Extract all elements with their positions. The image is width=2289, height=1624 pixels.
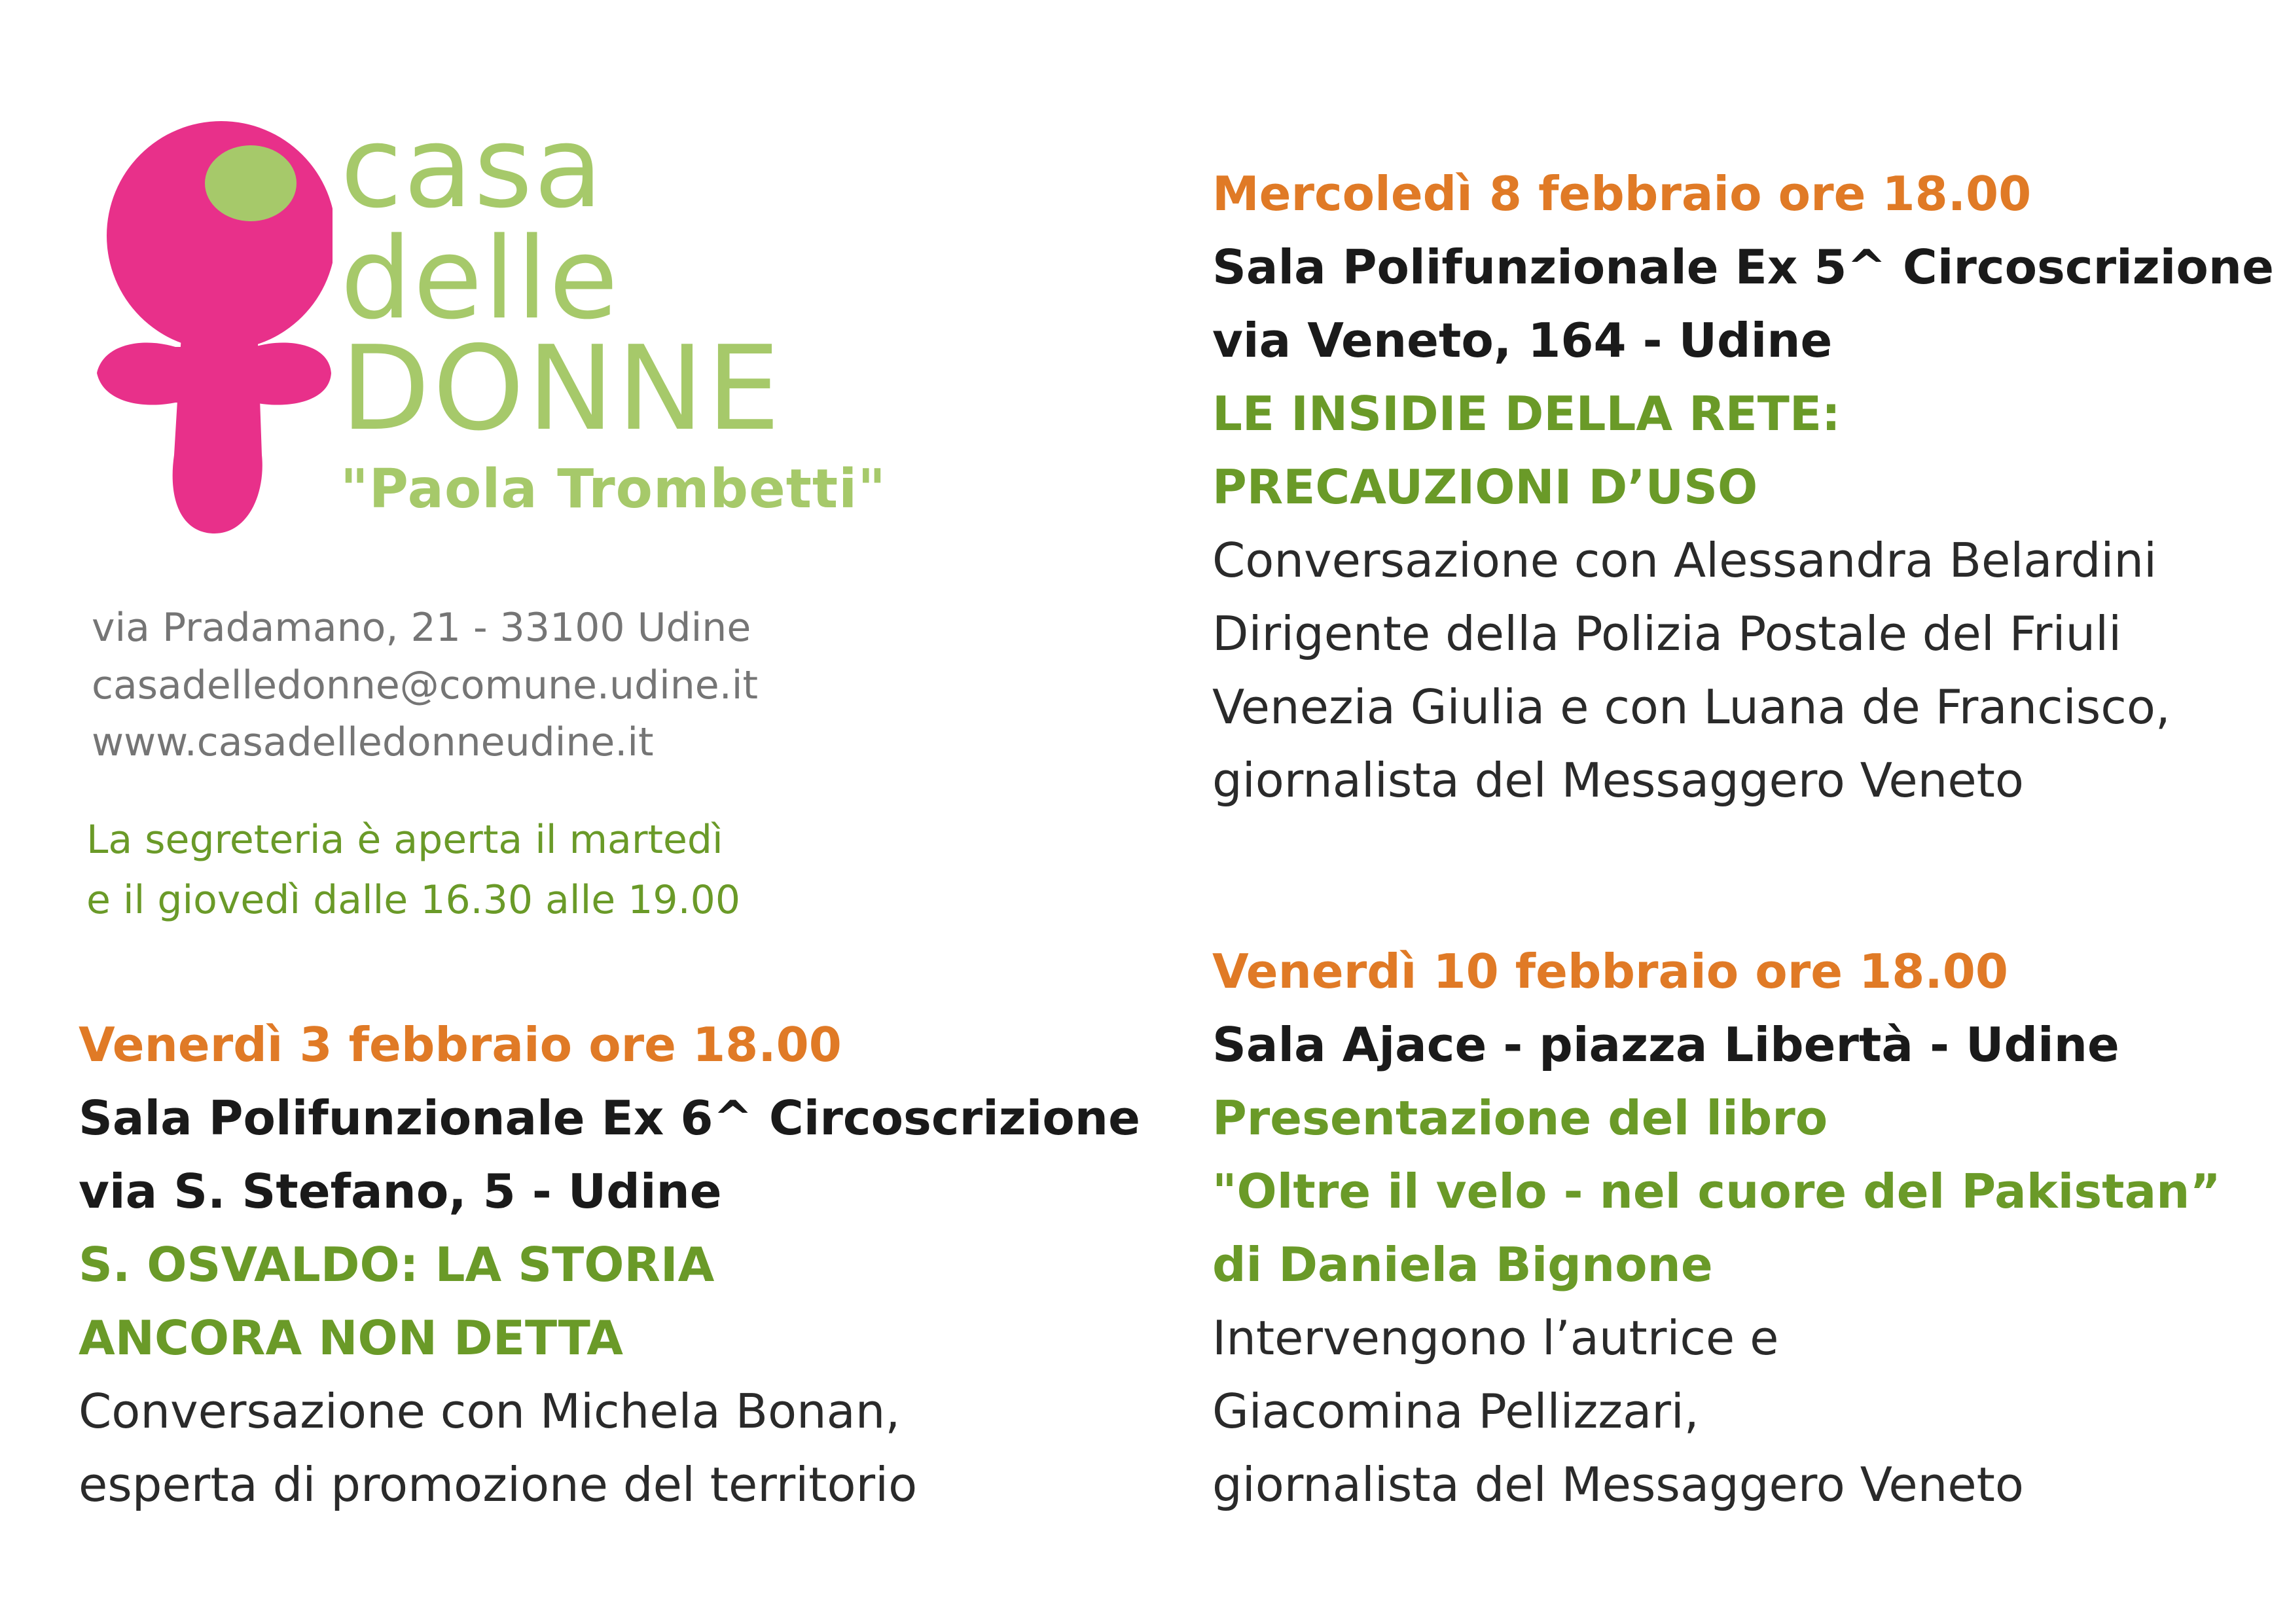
event-block-1 [79,1008,1140,1521]
logo-text-delle: delle [340,213,620,344]
event-description: Venezia Giulia e con Luana de Francisco, [1212,679,2171,734]
venus-symbol-icon [90,115,333,540]
logo-symbol-dot [205,145,297,221]
event-date: Mercoledì 8 febbraio ore 18.00 [1212,166,2032,221]
logo-text-casa: casa [340,101,604,233]
contact-email[interactable]: casadelledonne@comune.udine.it [92,662,758,708]
event-description: Conversazione con Michela Bonan, [79,1384,901,1439]
event-description: Conversazione con Alessandra Belardini [1212,533,2157,588]
event-title: PRECAUZIONI D’USO [1212,460,1758,514]
event-title: Presentazione del libro [1212,1091,1828,1146]
event-block-3 [1212,935,2221,1521]
office-hours-line-1: La segreteria è aperta il martedì [86,817,723,863]
event-venue: Sala Ajace - piazza Libertà - Udine [1212,1017,2119,1072]
event-title: "Oltre il velo - nel cuore del Pakistan” [1212,1164,2221,1219]
event-date: Venerdì 3 febbraio ore 18.00 [79,1017,842,1072]
event-title: di Daniela Bignone [1212,1237,1713,1292]
logo-text-donne: DONNE [340,321,783,456]
logo-text-name: "Paola Trombetti" [340,458,886,520]
event-block-2 [1212,157,2274,817]
event-title: S. OSVALDO: LA STORIA [79,1237,715,1292]
event-description: giornalista del Messaggero Veneto [1212,753,2024,808]
event-title: LE INSIDIE DELLA RETE: [1212,386,1841,441]
logo-symbol-stem [173,324,262,533]
contact-website[interactable]: www.casadelledonneudine.it [92,719,654,765]
contact-address: via Pradamano, 21 - 33100 Udine [92,605,751,651]
event-description: Giacomina Pellizzari, [1212,1384,1699,1439]
event-address: via S. Stefano, 5 - Udine [79,1164,722,1219]
event-venue: Sala Polifunzionale Ex 6^ Circoscrizione [79,1091,1140,1146]
event-description: giornalista del Messaggero Veneto [1212,1457,2024,1512]
event-title: ANCORA NON DETTA [79,1310,624,1365]
event-description: Dirigente della Polizia Postale del Friuli [1212,606,2122,661]
event-description: esperta di promozione del territorio [79,1457,918,1512]
event-date: Venerdì 10 febbraio ore 18.00 [1212,944,2008,999]
event-description: Intervengono l’autrice e [1212,1310,1779,1365]
event-venue: Sala Polifunzionale Ex 5^ Circoscrizione [1212,240,2274,295]
office-hours-line-2: e il giovedì dalle 16.30 alle 19.00 [86,877,740,923]
event-address: via Veneto, 164 - Udine [1212,313,1833,368]
